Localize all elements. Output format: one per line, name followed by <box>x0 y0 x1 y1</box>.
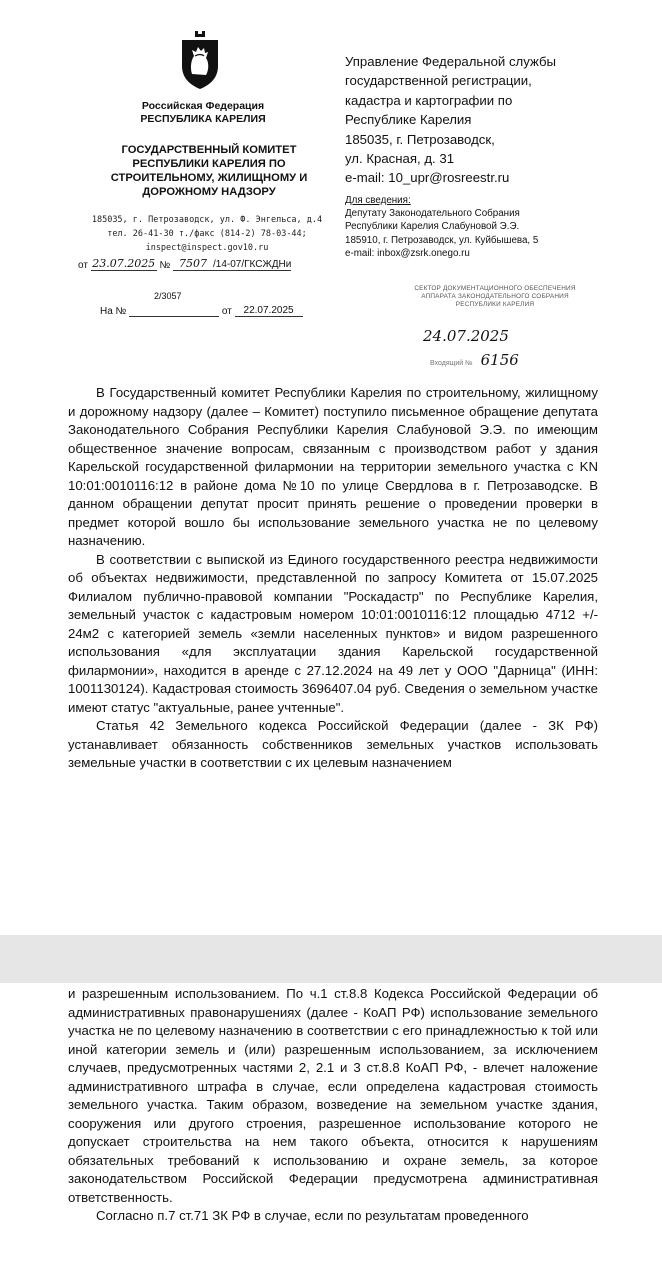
coat-of-arms-emblem <box>178 30 222 90</box>
body-paragraph: Статья 42 Земельного кодекса Российской Федерации (далее - ЗК РФ) устанавливает обязанность собственников земельных участков использовать земельные участки в соответствии с их целевым назначением <box>68 718 598 770</box>
recipient-line: государственной регистрации, <box>345 73 532 89</box>
cc-block <box>345 194 655 260</box>
stamp-number <box>430 351 519 369</box>
recipient-line: Республике Карелия <box>345 112 472 128</box>
body-paragraph: В Государственный комитет Республики Карелия по строительному, жилищному и дорожному надзору (далее – Комитет) поступило письменное обращение депутата Законодательного Собрания Республики Карелия Слабуновой Э.Э. по имеющим общественное значение вопросам, связанным с производством работ у здания Карельской государственной филармонии на территории земельного участка с KN 10:01:0010116:12 в районе дома №10 по улице Свердлова в г. Петрозаводске. В данном обращении депутат просит принять решение о проведении проверки в предмет которой вошло бы использование земельного участка не по целевому назначению. <box>68 385 598 548</box>
body-paragraph: Согласно п.7 ст.71 ЗК РФ в случае, если по результатам проведенного <box>96 1208 529 1223</box>
registration-stamp <box>375 285 615 369</box>
recipient-block <box>345 52 645 188</box>
stamp-number-label: Входящий № <box>430 360 473 367</box>
committee-line: ГОСУДАРСТВЕННЫЙ КОМИТЕТ <box>121 144 297 156</box>
incoming-ref-handwritten: 2/3057 <box>154 291 182 301</box>
sender-country <box>90 100 316 126</box>
committee-line: ДОРОЖНОМУ НАДЗОРУ <box>142 186 276 198</box>
address-line: тел. 26-41-30 т./факс (814-2) 78-03-44; <box>107 229 307 239</box>
sender-committee-name <box>84 143 334 199</box>
incoming-date: 22.07.2025 <box>235 305 303 317</box>
letter-body-page-2 <box>68 985 598 1226</box>
recipient-line: 185035, г. Петрозаводск, <box>345 131 495 147</box>
incoming-from-label: от <box>221 306 232 317</box>
incoming-reference <box>100 305 303 317</box>
cc-line: Республики Карелия Слабуновой Э.Э. <box>345 221 520 233</box>
stamp-line: СЕКТОР ДОКУМЕНТАЦИОННОГО ОБЕСПЕЧЕНИЯ <box>414 285 576 292</box>
outgoing-number-label: № <box>159 260 171 271</box>
committee-line: СТРОИТЕЛЬНОМУ, ЖИЛИЩНОМУ И <box>110 172 308 184</box>
outgoing-number-handwritten: 7507 <box>173 257 213 271</box>
outgoing-date-handwritten: 23.07.2025 <box>92 257 156 270</box>
cc-line: 185910, г. Петрозаводск, ул. Куйбышева, 5 <box>345 234 539 246</box>
outgoing-reference <box>78 257 291 271</box>
address-line: inspect@inspect.gov10.ru <box>145 243 269 253</box>
stamp-line: АППАРАТА ЗАКОНОДАТЕЛЬНОГО СОБРАНИЯ <box>421 293 569 300</box>
stamp-number-handwritten: 6156 <box>480 351 519 369</box>
letter-body-page-1 <box>68 384 598 773</box>
cc-email: e-mail: inbox@zsrk.onego.ru <box>345 247 470 259</box>
stamp-line: РЕСПУБЛИКИ КАРЕЛИЯ <box>455 301 535 308</box>
recipient-email: e-mail: 10_upr@rosreestr.ru <box>345 170 510 186</box>
incoming-number-blank <box>129 316 219 317</box>
page-separator <box>0 935 662 983</box>
address-line: 185035, г. Петрозаводск, ул. Ф. Энгельса, д.4 <box>91 215 323 225</box>
outgoing-number-suffix: /14-07/ГКСЖДНи <box>213 259 292 270</box>
recipient-line: ул. Красная, д. 31 <box>345 151 455 167</box>
outgoing-from-label: от <box>78 260 88 271</box>
stamp-date-handwritten: 24.07.2025 <box>423 327 509 345</box>
cc-line: Депутату Законодательного Собрания <box>345 208 520 220</box>
incoming-number-label: На № <box>100 306 127 317</box>
cc-label: Для сведения: <box>345 195 411 206</box>
recipient-line: кадастра и картографии по <box>345 92 513 108</box>
body-paragraph: В соответствии с выпиской из Единого государственного реестра недвижимости об объектах недвижимости, представленной по запросу Комитета от 15.07.2025 Филиалом публично-правовой компании "Роскадастр" по Республике Карелия, земельный участок с кадастровым номером 10:01:0010116:12 площадью 4712 +/- 24м2 с категорией земель «земли населенных пунктов» и видом разрешенного использования «для эксплуатации здания Карельской государственной филармонии», находится в аренде с 27.12.2024 на 49 лет у ООО "Дарница" (ИНН: 1001130124). Кадастровая стоимость 3696407.04 руб. Сведения о земельном участке имеют статус "актуальные, ранее учтенные". <box>68 551 598 715</box>
sender-republic-line: РЕСПУБЛИКА КАРЕЛИЯ <box>140 113 266 125</box>
committee-line: РЕСПУБЛИКИ КАРЕЛИЯ ПО <box>132 158 286 170</box>
recipient-line: Управление Федеральной службы <box>345 54 556 69</box>
sender-address <box>72 213 342 255</box>
sender-country-line: Российская Федерация <box>141 100 265 112</box>
body-paragraph: и разрешенным использованием. По ч.1 ст.8.8 Кодекса Российской Федерации об административных правонарушениях (далее - КоАП РФ) использование земельного участка не по целевому назначению в соответствии с его принадлежностью к той или иной категории земель и (или) разрешенным использованием, за исключением случаев, предусмотренных частями 2, 2.1 и 3 ст.8.8 КоАП РФ, - влечет наложение административного штрафа в случае, если определена кадастровая стоимость земельного участка. Таким образом, возведение на земельном участке здания, сооружения или другого строения, разрешенное использование которого не допускает строительства на нем такого объекта, относится к нарушениям обязательных требований к использованию и охране земель, за которое законодательством Российской Федерации предусмотрена административная ответственность. <box>68 986 598 1205</box>
